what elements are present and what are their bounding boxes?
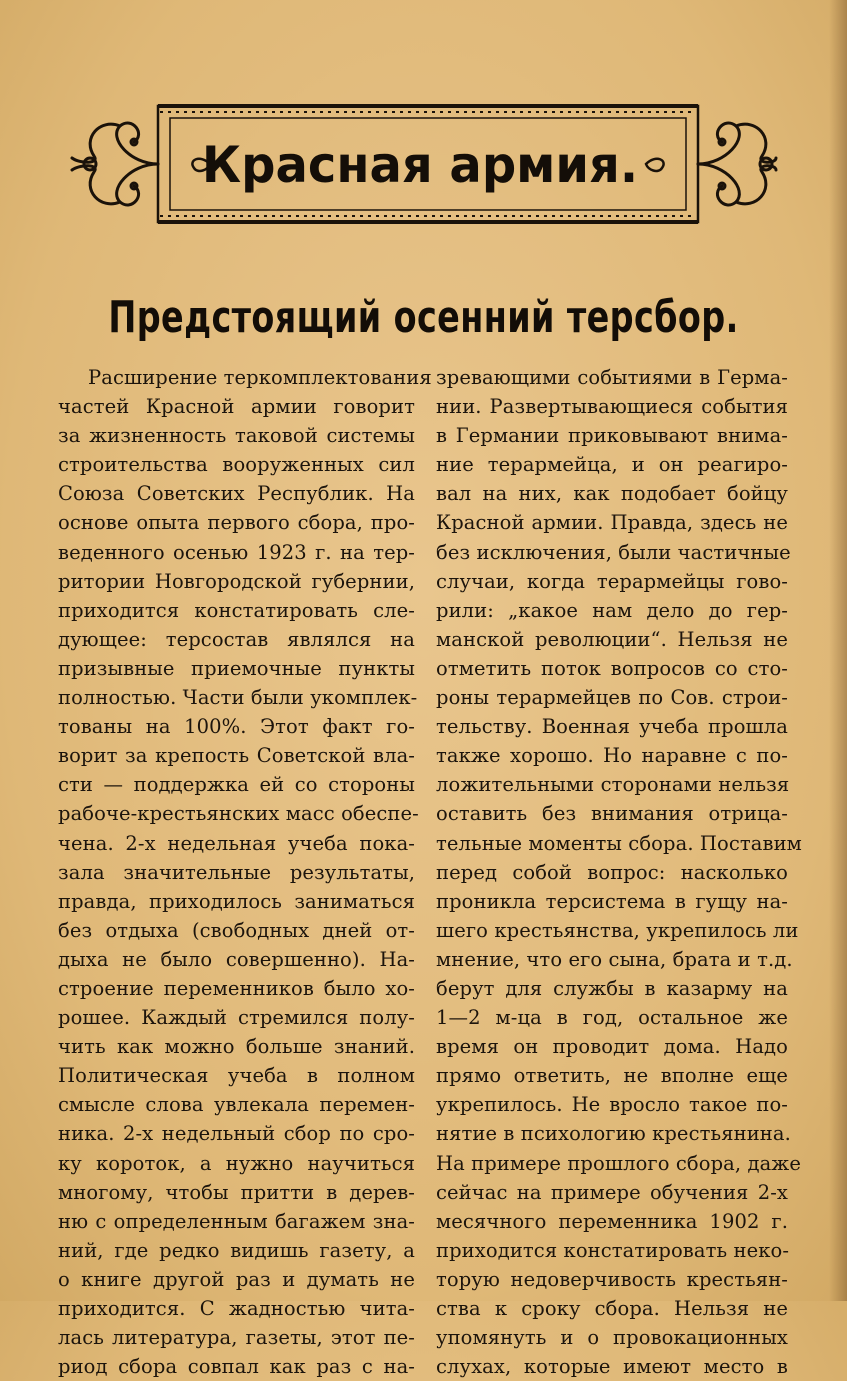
text-line: На примере прошлого сбора, даже (436, 1151, 801, 1175)
text-line: отметить поток вопросов со сто- (436, 656, 788, 680)
page-edge-shadow (829, 0, 847, 1301)
text-line: приходится констатировать сле- (58, 598, 415, 622)
text-line: чить как можно больше знаний. (58, 1035, 415, 1059)
text-line: торую недоверчивость крестьян- (436, 1267, 788, 1291)
text-line: ние терармейца, и он реагиро- (436, 453, 788, 477)
text-line: рабоче-крестьянских масс обеспе- (58, 802, 419, 826)
text-line: полностью. Части были укомплек- (58, 686, 418, 710)
text-line: сти — поддержка ей со стороны (58, 773, 415, 797)
text-line: слухах, которые имеют место в (436, 1355, 788, 1379)
text-line: ника. 2-х недельный сбор по сро- (58, 1122, 415, 1146)
text-line: чена. 2-х недельная учеба пока- (58, 831, 415, 855)
text-line: ний, где редко видишь газету, а (58, 1238, 415, 1262)
text-line: рили: „какое нам дело до гер- (436, 598, 788, 622)
text-line: 1—2 м-ца в год, остальное же (436, 1006, 788, 1030)
text-line: смысле слова увлекала перемен- (58, 1093, 415, 1117)
text-line: без отдыха (свободных дней от- (58, 918, 415, 942)
text-line: зревающими событиями в Герма- (436, 366, 788, 389)
text-line: ства к сроку сбора. Нельзя не (436, 1297, 788, 1320)
text-line: правда, приходилось заниматься (58, 889, 415, 913)
text-line: ню с определенным багажем зна- (58, 1209, 415, 1233)
text-line: берут для службы в казарму на (436, 976, 788, 1000)
text-line: лась литература, газеты, этот пе- (58, 1326, 415, 1350)
text-line: месячного переменника 1902 г. (436, 1209, 788, 1233)
text-line: роны терармейцев по Сов. строи- (436, 686, 788, 710)
text-line: сейчас на примере обучения 2-х (436, 1180, 788, 1204)
text-line: риод сбора совпал как раз с на- (58, 1355, 415, 1379)
text-line: дыха не было совершенно). На- (58, 947, 415, 971)
text-line: проникла терсистема в гущу на- (436, 889, 788, 913)
text-line: тованы на 100%. Этот факт го- (58, 715, 415, 739)
text-line: упомянуть и о провокационных (436, 1326, 788, 1350)
text-line: оставить без внимания отрица- (436, 802, 788, 826)
text-line: манской революции“. Нельзя не (436, 627, 788, 651)
text-line: призывные приемочные пункты (58, 656, 415, 680)
text-line: Политическая учеба в полном (58, 1064, 415, 1088)
text-line: ложительными сторонами нельзя (436, 773, 790, 797)
text-line: укрепилось. Не вросло такое по- (436, 1093, 788, 1117)
text-line: Расширение теркомплектования (88, 366, 432, 389)
text-line: строение переменников было хо- (58, 976, 415, 1000)
text-line: также хорошо. Но наравне с по- (436, 744, 788, 768)
text-line: случаи, когда терармейцы гово- (436, 569, 788, 593)
text-line: мнение, что его сына, брата и т.д. (436, 947, 793, 971)
text-line: ритории Новгородской губернии, (58, 569, 415, 593)
text-line: Красной армии. Правда, здесь не (436, 511, 788, 535)
text-line: тельные моменты сбора. Поставим (436, 831, 802, 855)
text-line: основе опыта первого сбора, про- (58, 511, 415, 535)
text-line: многому, чтобы притти в дерев- (58, 1180, 415, 1204)
text-line: прямо ответить, не вполне еще (436, 1064, 788, 1088)
text-line: перед собой вопрос: насколько (436, 860, 788, 884)
article-column-left (58, 363, 432, 1381)
text-line: нятие в психологию крестьянина. (436, 1122, 791, 1146)
text-line: шего крестьянства, укрепилось ли (436, 918, 799, 942)
article-column-right (436, 363, 802, 1381)
text-line: ворит за крепость Советской вла- (58, 744, 415, 768)
section-header-banner (60, 98, 780, 234)
text-line: частей Красной армии говорит (58, 395, 415, 419)
text-line: ку короток, а нужно научиться (58, 1151, 415, 1175)
text-line: за жизненность таковой системы (58, 424, 415, 448)
text-line: зала значительные результаты, (58, 860, 415, 884)
text-line: веденного осенью 1923 г. на тер- (58, 540, 415, 564)
text-line: нии. Развертывающиеся события (436, 395, 788, 419)
text-line: Союза Советских Республик. На (58, 482, 415, 506)
text-line: приходится. С жадностью чита- (58, 1297, 415, 1320)
text-line: рошее. Каждый стремился полу- (58, 1006, 415, 1030)
text-line: тельству. Военная учеба прошла (436, 715, 788, 739)
article-title: Предстоящий осенний терсбор. (108, 292, 739, 343)
text-line: без исключения, были частичные (436, 540, 791, 564)
text-line: о книге другой раз и думать не (58, 1267, 415, 1291)
text-line: дующее: терсостав являлся на (58, 627, 415, 651)
text-line: строительства вооруженных сил (58, 453, 415, 477)
text-line: вал на них, как подобает бойцу (436, 482, 788, 506)
text-line: время он проводит дома. Надо (436, 1035, 788, 1059)
section-title: Красная армия. (201, 136, 639, 194)
text-line: в Германии приковывают внима- (436, 424, 788, 448)
text-line: приходится констатировать неко- (436, 1238, 790, 1262)
